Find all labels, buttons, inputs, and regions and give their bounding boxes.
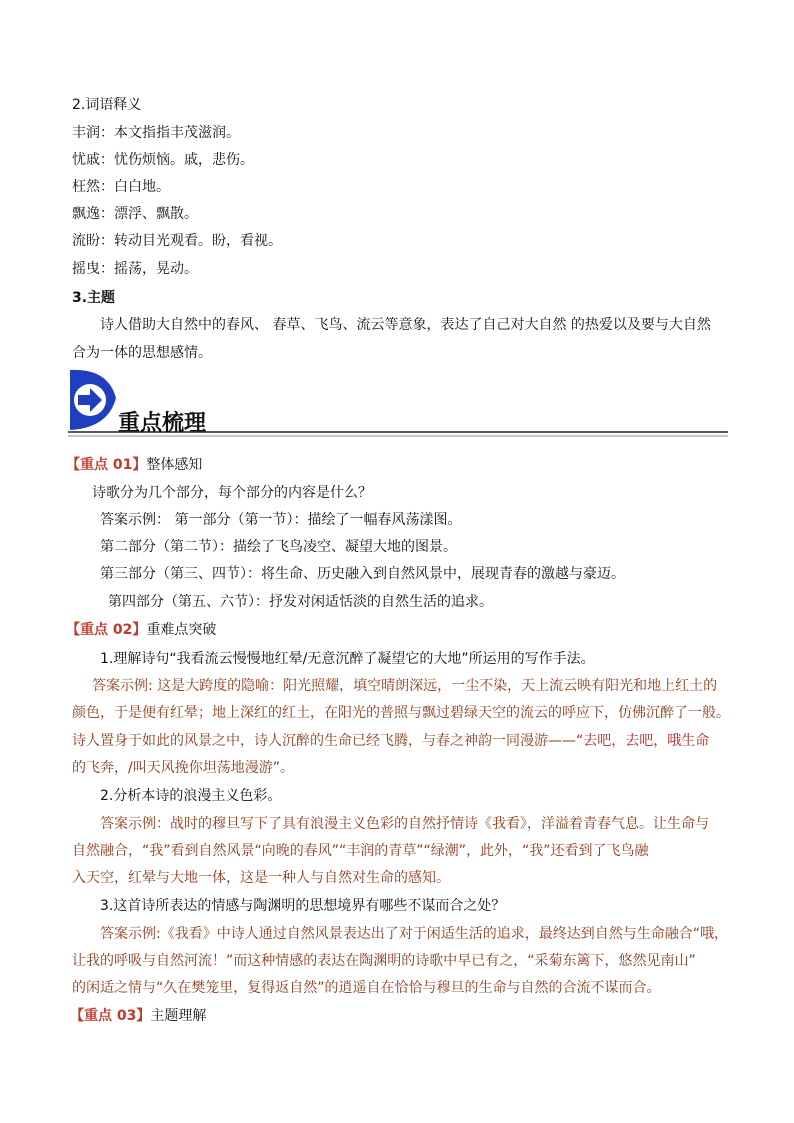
point-2-answer: 答案示例:《我看》中诗人通过自然风景表达出了对于闲适生活的追求，最终达到自然与生命融合“哦， — [100, 926, 728, 942]
vocab-item: 摇曳：摇荡，晃动。 — [72, 261, 198, 277]
theme-text: 诗人借助大自然中的春风、 春草、飞鸟、流云等意象，表达了自己对大自然 的热爱以及要与大自然 — [100, 317, 711, 333]
point-2-answer: 入天空，红晕与大地一体，这是一种人与自然对生命的感知。 — [72, 870, 450, 886]
theme-text: 合为一体的思想感情。 — [72, 345, 212, 361]
point-1-answer: 第三部分（第三、四节）：将生命、历史融入到自然风景中，展现青春的激越与豪迈。 — [100, 566, 625, 582]
vocab-item: 飘逸：漂浮、飘散。 — [72, 206, 198, 222]
vocab-item: 流盼：转动目光观看。盼，看视。 — [72, 233, 282, 249]
arrow-right-icon — [74, 384, 106, 416]
point-2-answer: 答案示例: 这是大跨度的隐喻：阳光照耀，填空晴朗深远，一尘不染，天上流云映有阳光和地上红土的 — [92, 678, 718, 694]
section-title: 重点梳理 — [118, 410, 207, 436]
point-1-answer: 第二部分（第二节）：描绘了飞鸟凌空、凝望大地的图景。 — [100, 539, 457, 555]
point-2-answer: 答案示例：战时的穆旦写下了具有浪漫主义色彩的自然抒情诗《我看》，洋溢着青春气息。让生命与 — [100, 816, 709, 832]
point-2-answer: 自然融合，“我”看到自然风景“向晚的春风”“丰润的青草”“绿潮”，此外，“我”还看到了飞鸟融 — [72, 843, 649, 859]
vocab-item: 忧戚：忧伤烦恼。戚，悲伤。 — [72, 152, 254, 168]
point-2-answer: 颜色，于是便有红晕；地上深红的红土，在阳光的普照与飘过碧绿天空的流云的呼应下，仿佛沉醉了一般。 — [72, 705, 730, 721]
vocab-item: 枉然：白白地。 — [72, 179, 170, 195]
point-2-question: 1.理解诗句“我看流云慢慢地红晕/无意沉醉了凝望它的大地”所运用的写作手法。 — [100, 651, 595, 667]
point-1-tag: 【重点 01】整体感知 — [66, 457, 203, 473]
theme-heading: 3.主题 — [72, 290, 116, 306]
point-1-question: 诗歌分为几个部分，每个部分的内容是什么？ — [92, 485, 372, 501]
point-2-question: 2.分析本诗的浪漫主义色彩。 — [100, 788, 282, 804]
vocab-heading: 2.词语释义 — [72, 97, 142, 113]
point-2-answer: 的闲适之情与“久在樊笼里，复得返自然”的逍遥自在恰恰与穆旦的生命与自然的合流不谋而合。 — [72, 980, 661, 996]
point-2-answer: 让我的呼吸与自然河流！”而这种情感的表达在陶渊明的诗歌中早已有之，“采菊东篱下，悠然见南山” — [72, 953, 696, 969]
point-2-question: 3.这首诗所表达的情感与陶渊明的思想境界有哪些不谋而合之处？ — [100, 898, 506, 914]
vocab-item: 丰润：本文指指丰茂滋润。 — [72, 125, 240, 141]
point-1-answer: 答案示例： 第一部分（第一节）：描绘了一幅春风荡漾图。 — [100, 512, 462, 528]
point-1-answer: 第四部分（第五、六节）：抒发对闲适恬淡的自然生活的追求。 — [108, 594, 493, 610]
point-2-answer: 的飞奔，/叫天风挽你坦荡地漫游”。 — [72, 760, 294, 776]
point-2-answer: 诗人置身于如此的风景之中，诗人沉醉的生命已经飞腾，与春之神韵一同漫游——“去吧，去吧，哦生命 — [72, 733, 710, 749]
point-3-tag: 【重点 03】主题理解 — [70, 1008, 207, 1024]
point-2-tag: 【重点 02】重难点突破 — [66, 622, 217, 638]
